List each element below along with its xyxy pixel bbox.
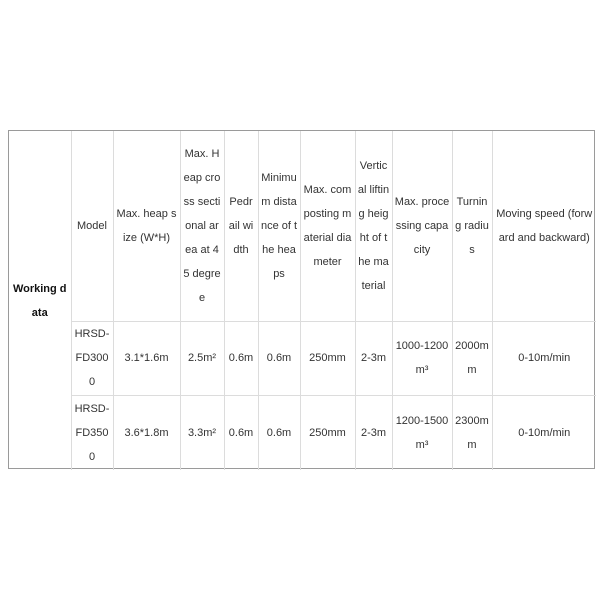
- data-cell: 1200-1500m³: [392, 395, 452, 470]
- model-cell: HRSD-FD3000: [71, 321, 113, 395]
- data-cell: 1000-1200m³: [392, 321, 452, 395]
- header-cell: Turning radius: [452, 131, 492, 321]
- table-row: [9, 321, 596, 395]
- header-cell: Moving speed (forward and backward): [492, 131, 596, 321]
- working-data-table: [8, 130, 595, 469]
- header-cell: Max. composting material diameter: [300, 131, 355, 321]
- data-cell: 2.5m²: [180, 321, 224, 395]
- table-row: [9, 395, 596, 470]
- header-cell: Max. processing capacity: [392, 131, 452, 321]
- header-cell: Vertical lifting height of the material: [355, 131, 392, 321]
- header-cell: Max. Heap cross sectional area at 45 degree: [180, 131, 224, 321]
- data-cell: 250mm: [300, 395, 355, 470]
- data-cell: 0.6m: [258, 321, 300, 395]
- header-row: [9, 131, 596, 321]
- header-cell: Minimum distance of the heaps: [258, 131, 300, 321]
- data-cell: 0.6m: [224, 321, 258, 395]
- data-cell: 2-3m: [355, 321, 392, 395]
- data-cell: 3.1*1.6m: [113, 321, 180, 395]
- row-label: Working data: [12, 282, 67, 319]
- data-cell: 3.3m²: [180, 395, 224, 470]
- header-cell: Pedrail width: [224, 131, 258, 321]
- data-cell: 2-3m: [355, 395, 392, 470]
- model-cell: HRSD-FD3500: [71, 395, 113, 470]
- data-cell: 2000mm: [452, 321, 492, 395]
- data-cell: 0.6m: [224, 395, 258, 470]
- data-cell: 0-10m/min: [492, 321, 596, 395]
- data-cell: 0-10m/min: [492, 395, 596, 470]
- header-cell: Model: [71, 131, 113, 321]
- data-cell: 0.6m: [258, 395, 300, 470]
- data-cell: 3.6*1.8m: [113, 395, 180, 470]
- data-cell: 250mm: [300, 321, 355, 395]
- data-cell: 2300mm: [452, 395, 492, 470]
- header-cell: Max. heap size (W*H): [113, 131, 180, 321]
